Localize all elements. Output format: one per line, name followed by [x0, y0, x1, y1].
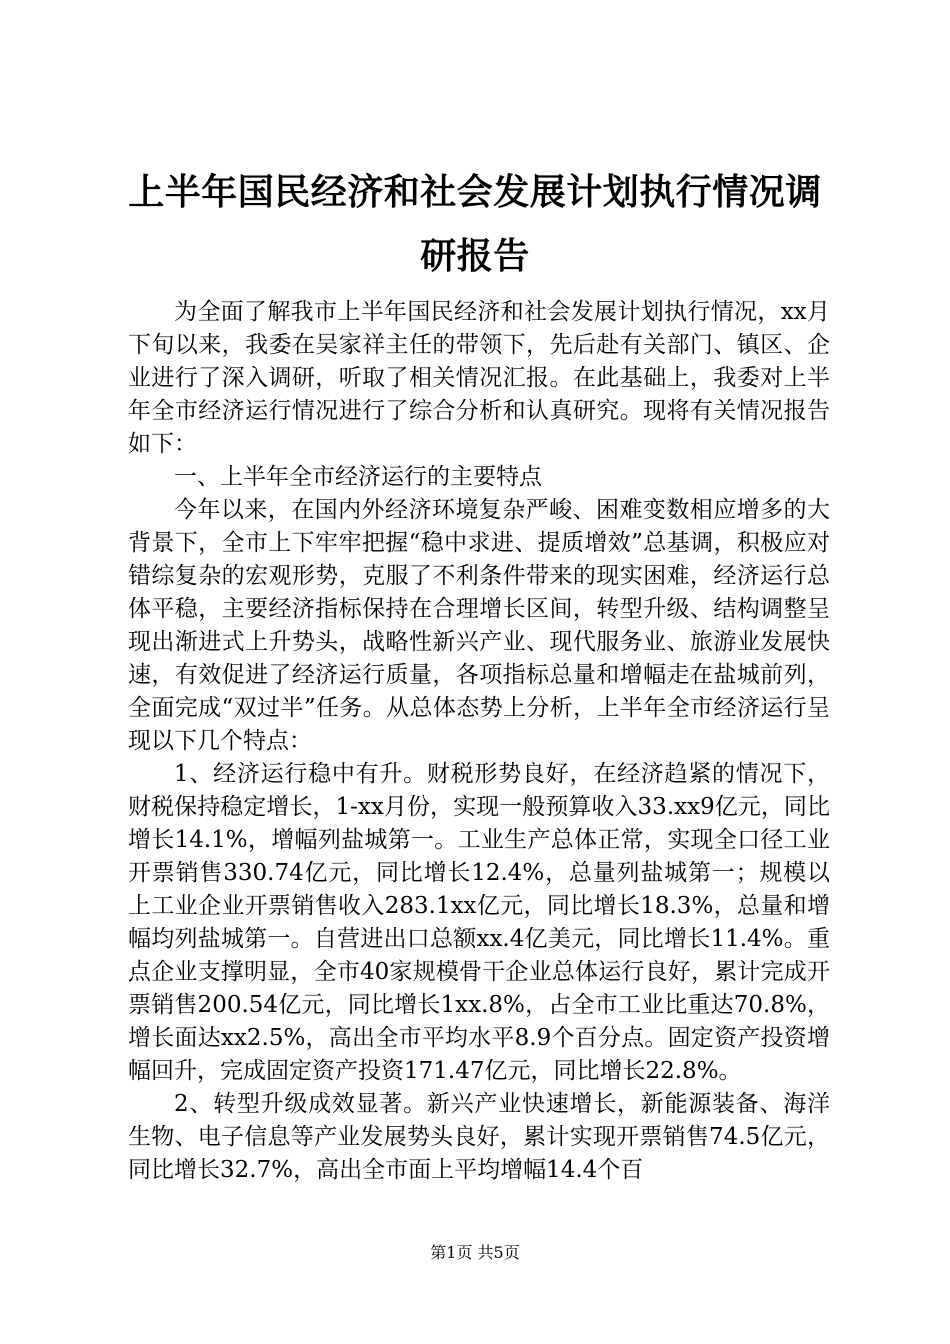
- page-number: 第1页 共5页: [430, 1243, 520, 1262]
- document-body: [128, 296, 830, 1187]
- paragraph-point-2: 2、转型升级成效显著。新兴产业快速增长，新能源装备、海洋生物、电子信息等产业发展势头良好，累计实现开票销售74.5亿元，同比增长32.7%，高出全市面上平均增幅14.4个百: [128, 1091, 830, 1183]
- section-heading: 一、上半年全市经济运行的主要特点: [174, 464, 542, 490]
- paragraph-overview: 今年以来，在国内外经济环境复杂严峻、困难变数相应增多的大背景下，全市上下牢牢把握“稳中求进、提质增效”总基调，积极应对错综复杂的宏观形势，克服了不利条件带来的现实困难，经济运行总体平稳，主要经济指标保持在合理增长区间，转型升级、结构调整呈现出渐进式上升势头，战略性新兴产业、现代服务业、旅游业发展快速，有效促进了经济运行质量，各项指标总量和增幅走在盐城前列，全面完成“双过半”任务。从总体态势上分析，上半年全市经济运行呈现以下几个特点：: [128, 497, 830, 754]
- paragraph-point-1: 1、经济运行稳中有升。财税形势良好，在经济趋紧的情况下，财税保持稳定增长，1-xx月份，实现一般预算收入33.xx9亿元，同比增长14.1%，增幅列盐城第一。工业生产总体正常，实现全口径工业开票销售330.74亿元，同比增长12.4%，总量列盐城第一；规模以上工业企业开票销售收入283.1xx亿元，同比增长18.3%，总量和增幅均列盐城第一。自营进出口总额xx.4亿美元，同比增长11.4%。重点企业支撑明显，全市40家规模骨干企业总体运行良好，累计完成开票销售200.54亿元，同比增长1xx.8%，占全市工业比重达70.8%，增长面达xx2.5%，高出全市平均水平8.9个百分点。固定资产投资增幅回升，完成固定资产投资171.47亿元，同比增长22.8%。: [128, 761, 830, 1084]
- paragraph-intro: 为全面了解我市上半年国民经济和社会发展计划执行情况，xx月下旬以来，我委在吴家祥主任的带领下，先后赴有关部门、镇区、企业进行了深入调研，听取了相关情况汇报。在此基础上，我委对上半年全市经济运行情况进行了综合分析和认真研究。现将有关情况报告如下：: [128, 299, 830, 457]
- document-title: 上半年国民经济和社会发展计划执行情况调研报告: [128, 171, 822, 277]
